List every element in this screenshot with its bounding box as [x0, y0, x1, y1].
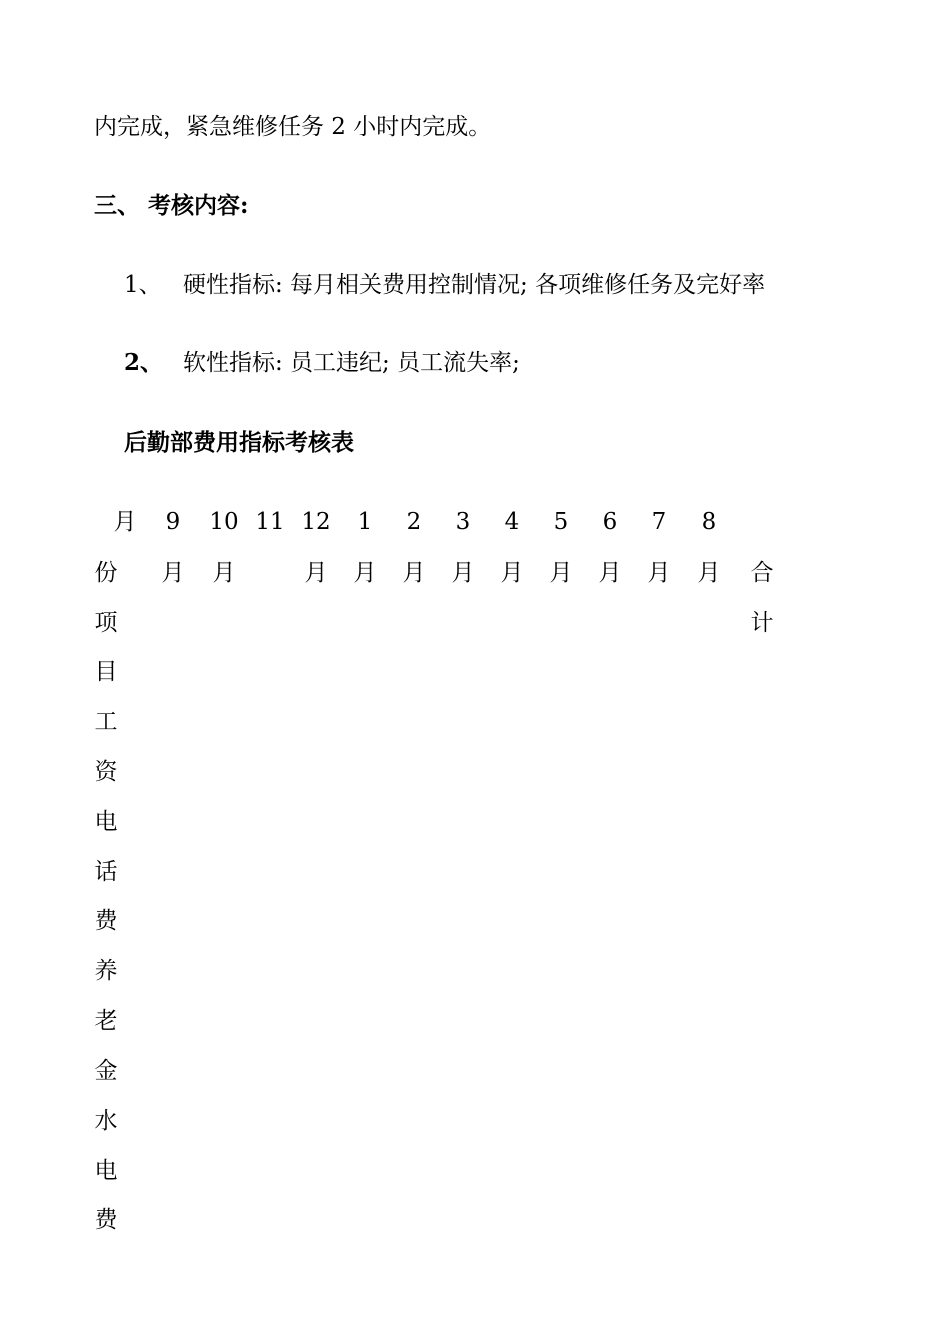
month-header-unit: 月 — [697, 560, 721, 586]
table-header-corner: 月 — [113, 509, 137, 535]
month-header-number: 1 — [357, 509, 373, 535]
continued-text-line: 内完成，紧急维修任务 2 小时内完成。 — [94, 114, 492, 140]
row-label-char: 话 — [94, 859, 118, 885]
month-header-number: 11 — [255, 509, 285, 535]
month-header-unit: 月 — [647, 560, 671, 586]
month-header-number: 4 — [504, 509, 520, 535]
row-label-char: 工 — [94, 709, 118, 735]
month-header-number: 9 — [165, 509, 181, 535]
table-title: 后勤部费用指标考核表 — [124, 429, 354, 456]
month-header-number: 8 — [701, 509, 717, 535]
row-label-char: 费 — [94, 908, 118, 934]
month-header-number: 2 — [406, 509, 422, 535]
total-header: 合 — [750, 560, 774, 586]
month-header-unit: 月 — [598, 560, 622, 586]
month-header-number: 12 — [301, 509, 331, 535]
list-item-number: 1、 — [124, 272, 162, 298]
row-label-char: 费 — [94, 1207, 118, 1233]
row-label-char: 养 — [94, 958, 118, 984]
row-label-char: 水 — [94, 1108, 118, 1134]
month-header-number: 7 — [651, 509, 667, 535]
month-header-number: 5 — [553, 509, 569, 535]
list-item-text: 软性指标: 员工违纪; 员工流失率; — [183, 350, 520, 376]
row-label-char: 金 — [94, 1058, 118, 1084]
month-header-unit: 月 — [353, 560, 377, 586]
row-label-char: 老 — [94, 1008, 118, 1034]
month-header-unit: 月 — [212, 560, 236, 586]
month-header-unit: 月 — [161, 560, 185, 586]
list-item-text: 硬性指标: 每月相关费用控制情况; 各项维修任务及完好率 — [183, 272, 766, 298]
month-header-unit: 月 — [500, 560, 524, 586]
month-header-unit: 月 — [304, 560, 328, 586]
month-header-unit: 月 — [549, 560, 573, 586]
month-header-number: 3 — [455, 509, 471, 535]
month-header-unit: 月 — [451, 560, 475, 586]
list-item-number: 2、 — [124, 349, 164, 376]
total-header: 计 — [750, 610, 774, 636]
table-header-corner: 份 — [94, 560, 118, 586]
row-label-char: 电 — [94, 809, 118, 835]
row-label-char: 资 — [94, 759, 118, 785]
row-label-char: 电 — [94, 1158, 118, 1184]
table-header-corner: 目 — [94, 659, 118, 685]
section-heading: 三、 考核内容: — [94, 192, 249, 219]
month-header-unit: 月 — [402, 560, 426, 586]
month-header-number: 6 — [602, 509, 618, 535]
table-header-corner: 项 — [94, 610, 118, 636]
month-header-number: 10 — [209, 509, 239, 535]
